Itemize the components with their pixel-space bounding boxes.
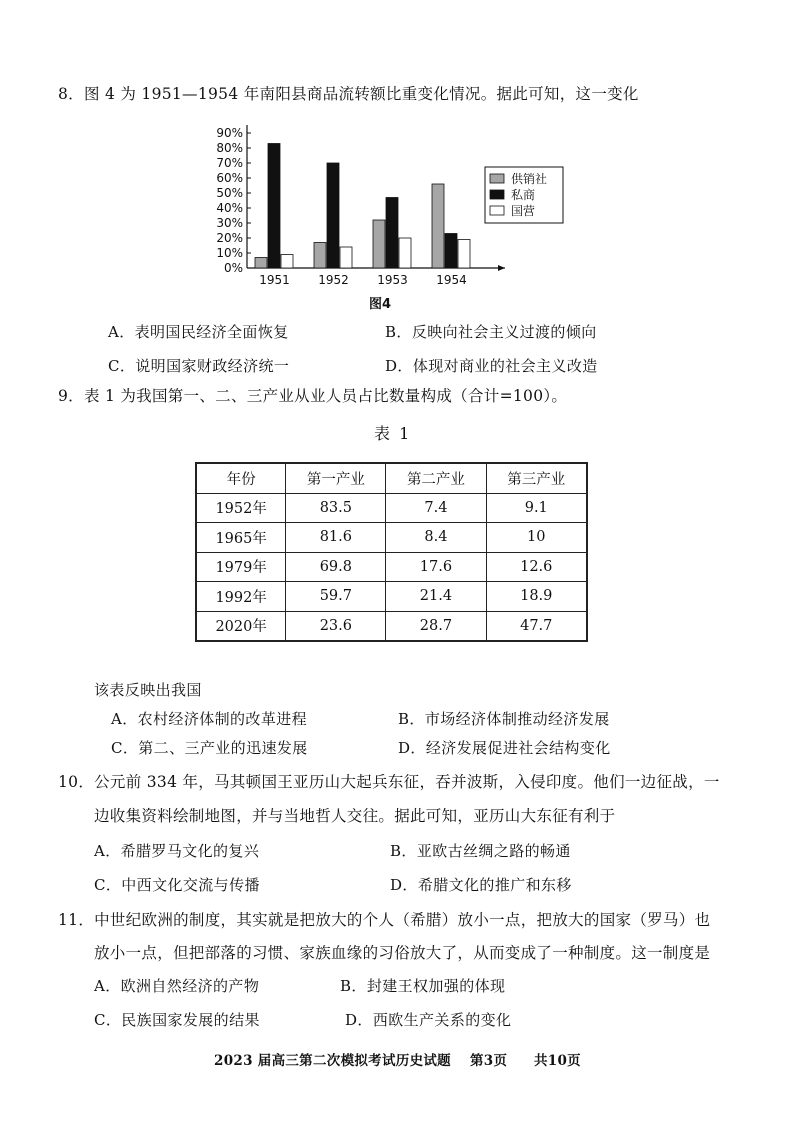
bar [314,243,326,269]
table-row [196,493,587,523]
table-cell: 59.7 [286,582,386,612]
q10-option-b: B．亚欧古丝绸之路的畅通 [390,842,571,860]
table-header: 年份 [196,463,286,493]
y-tick-label: 0% [223,261,243,275]
table-cell: 28.7 [386,611,486,641]
q8-stem: 8．图 4 为 1951—1954 年南阳县商品流转额比重变化情况。据此可知，这一变化 [58,85,639,103]
legend-label: 供销社 [511,172,548,186]
q9-stem: 9．表 1 为我国第一、二、三产业从业人员占比数量构成（合计=100）。 [58,387,568,405]
q9-option-b: B．市场经济体制推动经济发展 [398,710,610,728]
bar [386,198,398,269]
bar [432,184,444,268]
x-tick-label: 1954 [436,273,467,287]
table-cell: 17.6 [386,552,486,582]
q11-option-a: A．欧洲自然经济的产物 [94,977,260,995]
table-cell: 10 [486,523,587,553]
q10-option-a: A．希腊罗马文化的复兴 [94,842,260,860]
q11-option-b: B．封建王权加强的体现 [340,977,506,995]
bar [255,258,267,269]
bar [327,163,339,268]
q10-line-1: 10．公元前 334 年，马其顿国王亚历山大起兵东征，吞并波斯，入侵印度。他们一边征战，一 [58,773,720,791]
table-cell: 69.8 [286,552,386,582]
table-header-row [196,463,587,493]
table-cell: 2020年 [196,611,286,641]
table-cell: 1992年 [196,582,286,612]
table-header: 第二产业 [386,463,486,493]
table-cell: 81.6 [286,523,386,553]
table-cell: 18.9 [486,582,587,612]
q9-option-c: C．第二、三产业的迅速发展 [111,739,308,757]
table-cell: 23.6 [286,611,386,641]
table-cell: 1965年 [196,523,286,553]
table-cell: 7.4 [386,493,486,523]
table-cell: 21.4 [386,582,486,612]
y-tick-label: 10% [216,246,243,260]
y-tick-label: 70% [216,156,243,170]
q8-bar-chart [205,115,548,290]
table-title: 表 1 [374,424,412,443]
bar [268,144,280,269]
bar [373,220,385,268]
q11-line-2: 放小一点，但把部落的习惯、家族血缘的习俗放大了，从而变成了一种制度。这一制度是 [94,944,711,962]
y-tick-label: 90% [216,126,243,140]
q9-option-a: A．农村经济体制的改革进程 [111,710,308,728]
y-tick-label: 50% [216,186,243,200]
y-tick-label: 20% [216,231,243,245]
bar [281,255,293,269]
y-tick-label: 80% [216,141,243,155]
footer-page-number: 第3页 [470,1053,508,1069]
table-row [196,611,587,641]
table-row [196,523,587,553]
table-cell: 47.7 [486,611,587,641]
q10-line-2: 边收集资料绘制地图，并与当地哲人交往。据此可知，亚历山大东征有利于 [94,807,616,825]
q8-option-a: A．表明国民经济全面恢复 [108,323,289,341]
q11-option-c: C．民族国家发展的结果 [94,1011,260,1029]
table-header: 第三产业 [486,463,587,493]
q9-option-d: D．经济发展促进社会结构变化 [398,739,611,757]
table-cell: 1952年 [196,493,286,523]
y-tick-label: 40% [216,201,243,215]
table-cell: 9.1 [486,493,587,523]
q8-option-c: C．说明国家财政经济统一 [108,357,290,375]
table-cell: 8.4 [386,523,486,553]
bar [399,238,411,268]
legend-swatch [490,206,504,215]
bar [340,247,352,268]
q11-line-1: 11．中世纪欧洲的制度，其实就是把放大的个人（希腊）放小一点，把放大的国家（罗马）也 [58,911,711,929]
legend-label: 私商 [511,188,536,202]
bar [458,240,470,269]
table-header: 第一产业 [286,463,386,493]
q8-option-d: D．体现对商业的社会主义改造 [385,357,598,375]
q10-option-d: D．希腊文化的推广和东移 [390,876,572,894]
table-row [196,582,587,612]
x-tick-label: 1951 [259,273,290,287]
figure-caption: 图4 [369,297,392,312]
x-tick-label: 1952 [318,273,349,287]
table-cell: 12.6 [486,552,587,582]
q8-option-b: B．反映向社会主义过渡的倾向 [385,323,597,341]
q10-option-c: C．中西文化交流与传播 [94,876,260,894]
x-axis-arrow [498,265,505,271]
q9-lead: 该表反映出我国 [94,681,202,699]
legend-swatch [490,174,504,183]
q11-option-d: D．西欧生产关系的变化 [345,1011,512,1029]
y-tick-label: 60% [216,171,243,185]
bar [445,234,457,269]
industry-table [195,462,588,642]
x-tick-label: 1953 [377,273,408,287]
footer-exam-title: 2023 届高三第二次模拟考试历史试题 [214,1053,451,1069]
legend-swatch [490,190,504,199]
table-cell: 83.5 [286,493,386,523]
legend-label: 国营 [511,204,536,218]
footer-total-pages: 共10页 [534,1053,581,1069]
y-tick-label: 30% [216,216,243,230]
table-cell: 1979年 [196,552,286,582]
table-row [196,552,587,582]
